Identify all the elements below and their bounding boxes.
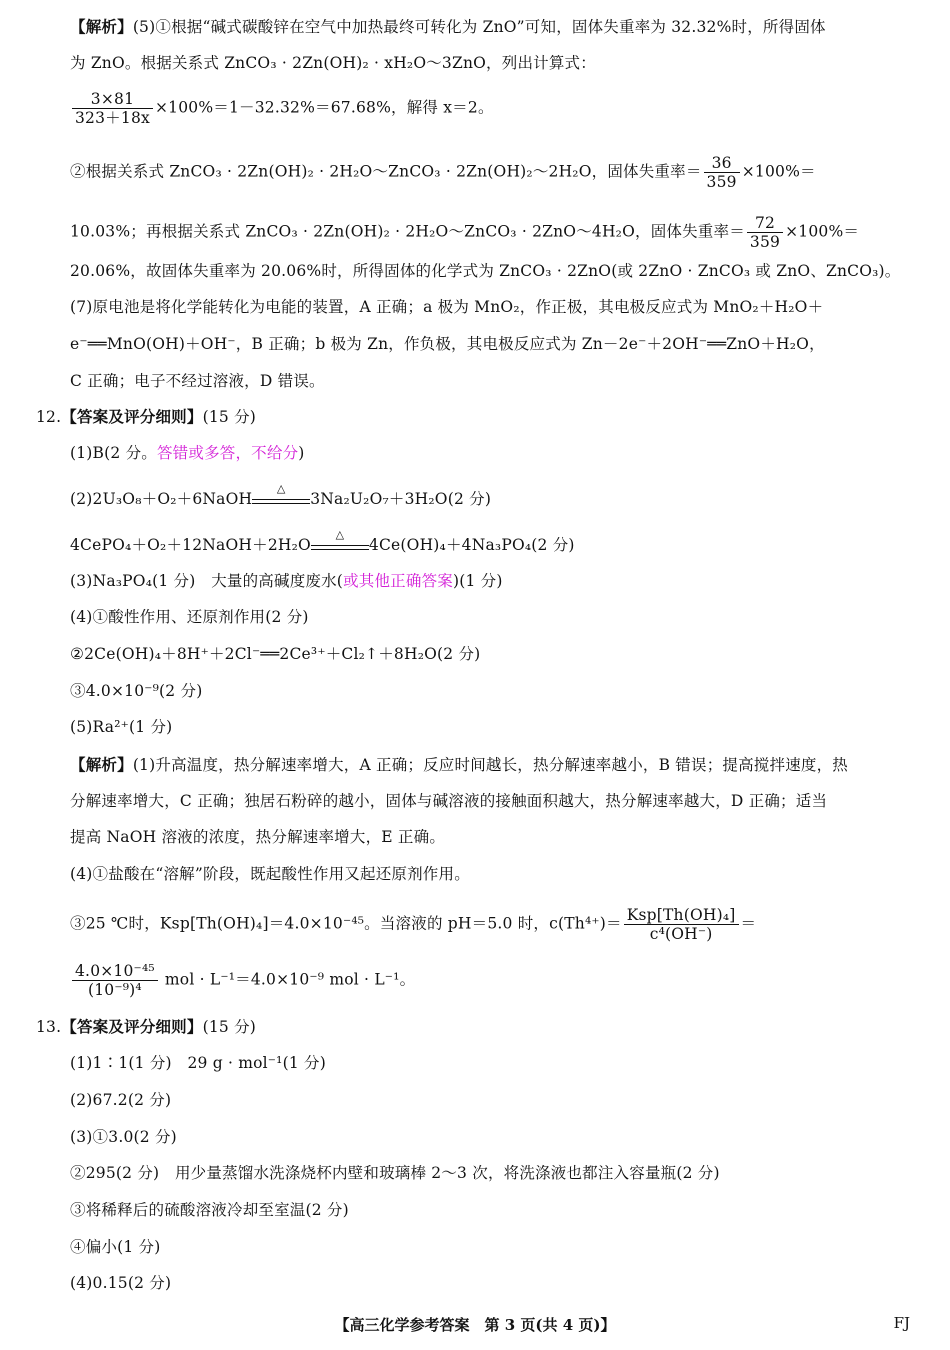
analysis-line: 【解析】(1)升高温度，热分解速率增大，A 正确；反应时间越长，热分解速率越小，B 错误；提高搅拌速度，热 [70,755,849,774]
formula-line: ③25 ℃时，Ksp[Th(OH)₄]＝4.0×10⁻⁴⁵。当溶液的 pH＝5.0 时，c(Th⁴⁺)＝ $\frac{\text{Ksp[Th(OH)₄]}}{\text{c⁴(OH⁻)}}$ ＝ [70,906,757,943]
scoring-note: 或其他正确答案 [343,572,453,590]
analysis-line: ②根据关系式 ZnCO₃ · 2Zn(OH)₂ · 2H₂O～ZnCO₃ · 2Zn(OH)₂～2H₂O，固体失重率＝ $\frac{36}{359}$ ×100%＝ [70,154,816,191]
answer-line: (5)Ra²⁺(1 分) [70,718,173,736]
question-13-heading: 13.【答案及评分细则】(15 分) [36,1017,257,1036]
equation-line: (2)2U₃O₈＋O₂＋6NaOH △ 3Na₂U₂O₇＋3H₂O(2 分) [70,482,492,508]
formula-line: $\frac{3\times 81}{323+18x}$ ×100%＝1－32.32%＝67.68%，解得 x＝2。 [70,90,914,127]
analysis-line: 分解速率增大，C 正确；独居石粉碎的越小，固体与碱溶液的接触面积越大，热分解速率越大，D 正确；适当 [70,792,828,810]
equation-line: 4CePO₄＋O₂＋12NaOH＋2H₂O △ 4Ce(OH)₄＋4Na₃PO₄(2 分) [70,528,575,554]
scoring-note: 答错或多答，不给分 [156,444,299,462]
answer-line: ②2Ce(OH)₄＋8H⁺＋2Cl⁻══2Ce³⁺＋Cl₂↑＋8H₂O(2 分) [70,645,481,663]
analysis-line: 为 ZnO。根据关系式 ZnCO₃ · 2Zn(OH)₂ · xH₂O～3ZnO，列出计算式： [70,54,596,72]
analysis-line: 20.06%，故固体失重率为 20.06%时，所得固体的化学式为 ZnCO₃ · 2ZnO(或 2ZnO · ZnCO₃ 或 ZnO、ZnCO₃)。 [70,262,901,280]
analysis-line: (4)①盐酸在“溶解”阶段，既起酸性作用又起还原剂作用。 [70,865,470,883]
question-12-heading: 12.【答案及评分细则】(15 分) [36,407,257,426]
answer-line: (4)①酸性作用、还原剂作用(2 分) [70,608,309,626]
answer-line: (1)B(2 分。答错或多答，不给分) [70,444,305,462]
fraction: $\frac{\text{Ksp[Th(OH)₄]}}{\text{c⁴(OH⁻)}}$ [624,906,739,943]
answer-line: (3)Na₃PO₄(1 分) 大量的高碱度废水(或其他正确答案)(1 分) [70,572,503,590]
analysis-line: 提高 NaOH 溶液的浓度，热分解速率增大，E 正确。 [70,828,446,846]
fraction: $\frac{36}{359}$ [704,154,740,191]
answer-line: ③将稀释后的硫酸溶液冷却至室温(2 分) [70,1201,349,1219]
analysis-line: C 正确；电子不经过溶液，D 错误。 [70,372,325,390]
analysis-line: 【解析】(5)①根据“碱式碳酸锌在空气中加热最终可转化为 ZnO”可知，固体失重率为 32.32%时，所得固体 [70,17,826,36]
fraction: $\frac{\text{4.0×10⁻⁴⁵}}{\text{(10⁻⁹)⁴}}$ [72,962,158,999]
heat-equals-sign: △ [252,496,310,504]
heat-equals-sign: △ [311,542,369,550]
answer-line: ③4.0×10⁻⁹(2 分) [70,682,203,700]
answer-line: (2)67.2(2 分) [70,1091,172,1109]
analysis-line: e⁻══MnO(OH)＋OH⁻，B 正确；b 极为 Zn，作负极，其电极反应式为 Zn－2e⁻＋2OH⁻══ZnO＋H₂O， [70,335,825,353]
answer-line: (3)①3.0(2 分) [70,1128,177,1146]
analysis-line: 10.03%；再根据关系式 ZnCO₃ · 2Zn(OH)₂ · 2H₂O～ZnCO₃ · 2ZnO～4H₂O，固体失重率＝ $\frac{72}{359}$ ×100%＝ [70,214,860,251]
answer-line: ②295(2 分) 用少量蒸馏水洗涤烧杯内壁和玻璃棒 2～3 次，将洗涤液也都注入容量瓶(2 分) [70,1164,720,1182]
fraction: $\frac{72}{359}$ [747,214,783,251]
analysis-tag: 【解析】 [70,17,133,36]
fraction: $\frac{3\times 81}{323+18x}$ [72,90,153,127]
analysis-line: (7)原电池是将化学能转化为电能的装置，A 正确；a 极为 MnO₂，作正极，其电极反应式为 MnO₂＋H₂O＋ [70,298,824,316]
formula-line: $\frac{\text{4.0×10⁻⁴⁵}}{\text{(10⁻⁹)⁴}}$ mol · L⁻¹＝4.0×10⁻⁹ mol · L⁻¹。 [70,962,914,999]
answer-line: (4)0.15(2 分) [70,1274,172,1292]
page-footer: 【高三化学参考答案 第 3 页(共 4 页)】 [334,1316,616,1334]
answer-line: (1)1∶1(1 分) 29 g · mol⁻¹(1 分) [70,1054,326,1072]
answer-line: ④偏小(1 分) [70,1238,161,1256]
region-code: FJ [893,1314,910,1332]
